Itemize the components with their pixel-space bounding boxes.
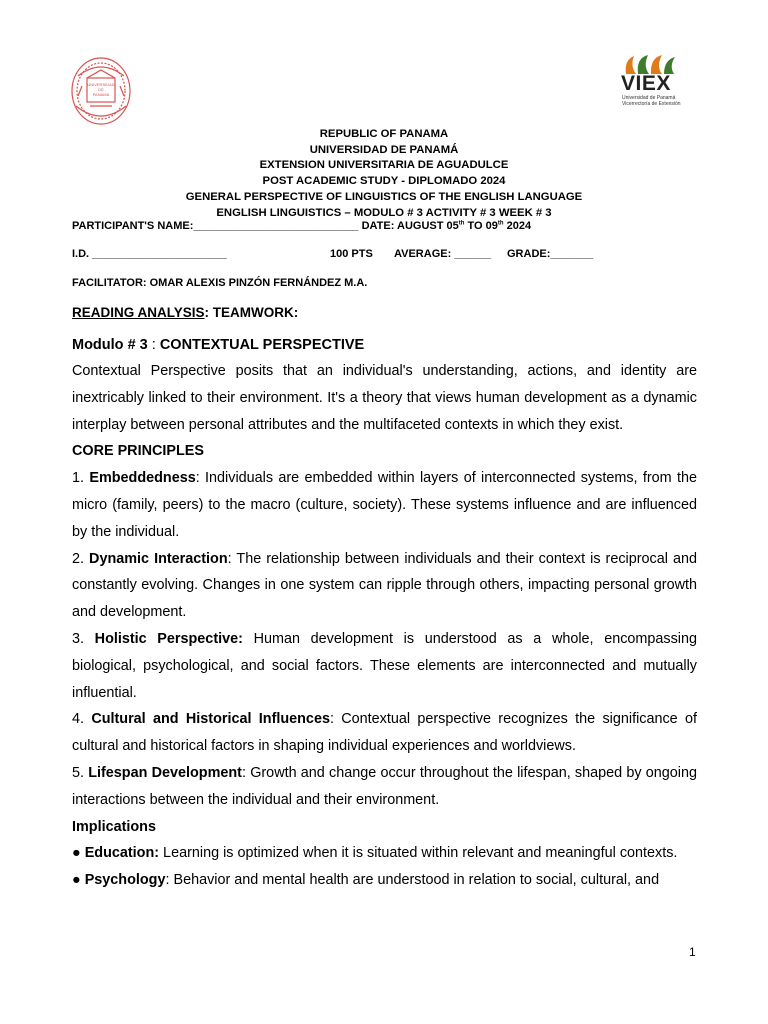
module-sep: :: [147, 337, 160, 353]
header-line-6: ENGLISH LINGUISTICS – MODULO # 3 ACTIVITY # 3 WEEK # 3: [216, 206, 552, 219]
viex-sub-line-2: Vicerrectoría de Extensión: [622, 101, 681, 107]
module-prefix: Modulo # 3: [72, 337, 148, 353]
module-topic: CONTEXTUAL PERSPECTIVE: [159, 337, 365, 353]
date-ordinal-2: th: [497, 220, 504, 227]
principle-item: [72, 546, 697, 626]
implication-term: Education:: [84, 845, 160, 862]
implication-text: : Behavior and mental health are understood in relation to social, cultural, and: [165, 872, 660, 889]
average-field: AVERAGE: ______: [394, 248, 492, 260]
points-label: 100 PTS: [330, 248, 373, 260]
viex-subtitle: [622, 95, 692, 107]
id-grade-row: [72, 248, 696, 260]
principle-item: [72, 465, 697, 545]
principle-item: [72, 706, 697, 760]
header-line-5: GENERAL PERSPECTIVE OF LINGUISTICS OF THE ENGLISH LANGUAGE: [185, 190, 583, 203]
intro-paragraph: Contextual Perspective posits that an individual's understanding, actions, and identity are inextricably linked to their environment. It's a theory that views human development as a dynamic interplay between personal attributes and the multifaceted contexts in which they exist.: [72, 363, 697, 433]
core-principles-heading: CORE PRINCIPLES: [72, 443, 204, 460]
principle-item: [72, 626, 697, 706]
reading-sep: :: [204, 305, 213, 320]
principle-text: : The relationship between individuals and their context is reciprocal and constantly evolving. Changes in one system can ripple through others, impacting personal growth and development.: [72, 550, 697, 621]
principle-num: 4.: [72, 711, 92, 728]
principle-num: 2.: [72, 550, 90, 567]
reading-analysis-label: READING ANALYSIS: [72, 305, 205, 320]
principle-text: : Growth and change occur throughout the lifespan, shaped by ongoing interactions between the individual and their environment.: [72, 764, 697, 808]
date-ordinal-1: th: [458, 220, 465, 227]
viex-wordmark: VIEX: [621, 72, 671, 95]
implication-item: [72, 867, 697, 894]
grade-field: GRADE:_______: [507, 248, 594, 260]
seal-text-3: PANAMÁ: [92, 92, 110, 97]
principle-text: Human development is understood as a whole, encompassing biological, psychological, and social factors. These elements are interconnected and mutually influential.: [72, 630, 697, 701]
principle-term: Dynamic Interaction: [89, 550, 228, 567]
participant-name-field: PARTICIPANT'S NAME:___________________________ DATE: AUGUST 05: [72, 220, 459, 232]
principle-num: 1.: [72, 470, 90, 487]
id-field: I.D. ______________________: [72, 248, 227, 260]
principle-term: Embeddedness: [89, 470, 196, 487]
document-body: [72, 358, 697, 894]
header-line-4: POST ACADEMIC STUDY - DIPLOMADO 2024: [262, 175, 506, 188]
page-number: 1: [689, 945, 696, 959]
viex-sub-line-1: Universidad de Panamá: [622, 95, 676, 101]
viex-logo: [618, 54, 690, 110]
reading-analysis-heading: [72, 305, 298, 320]
date-to: TO 09: [464, 220, 498, 232]
header-line-3: EXTENSION UNIVERSITARIA DE AGUADULCE: [259, 159, 509, 172]
bullet: ●: [72, 845, 85, 862]
participant-date-row: [72, 220, 531, 232]
implication-term: Psychology: [84, 872, 166, 889]
principle-num: 5.: [72, 764, 89, 781]
header-line-1: REPUBLIC OF PANAMA: [319, 128, 449, 140]
implications-heading: Implications: [72, 818, 156, 835]
viex-emblem-icon: [618, 54, 690, 74]
header-line-2: UNIVERSIDAD DE PANAMÁ: [309, 143, 459, 156]
principle-term: Holistic Perspective:: [94, 630, 243, 647]
facilitator-line: FACILITATOR: OMAR ALEXIS PINZÓN FERNÁNDEZ M.A.: [72, 277, 368, 289]
module-title: [72, 337, 364, 353]
principle-term: Cultural and Historical Influences: [91, 711, 330, 728]
university-seal-logo: [70, 56, 132, 126]
principle-text: : Individuals are embedded within layers of interconnected systems, from the micro (family, peers) to the macro (culture, society). These systems influence and are influenced by the individual.: [72, 470, 697, 540]
date-year: 2024: [503, 220, 532, 232]
principle-text: : Contextual perspective recognizes the significance of cultural and historical factors in shaping individual experiences and worldviews.: [72, 711, 697, 755]
principle-item: [72, 760, 697, 814]
implication-text: Learning is optimized when it is situated within relevant and meaningful contexts.: [159, 845, 678, 862]
principle-term: Lifespan Development: [88, 764, 242, 781]
teamwork-label: TEAMWORK:: [212, 305, 299, 320]
seal-text-1: UNIVERSIDAD: [87, 82, 115, 87]
document-header: [72, 127, 696, 221]
seal-text-2: DE: [98, 87, 104, 92]
bullet: ●: [72, 872, 85, 889]
principle-num: 3.: [72, 630, 95, 647]
implication-item: [72, 840, 697, 867]
